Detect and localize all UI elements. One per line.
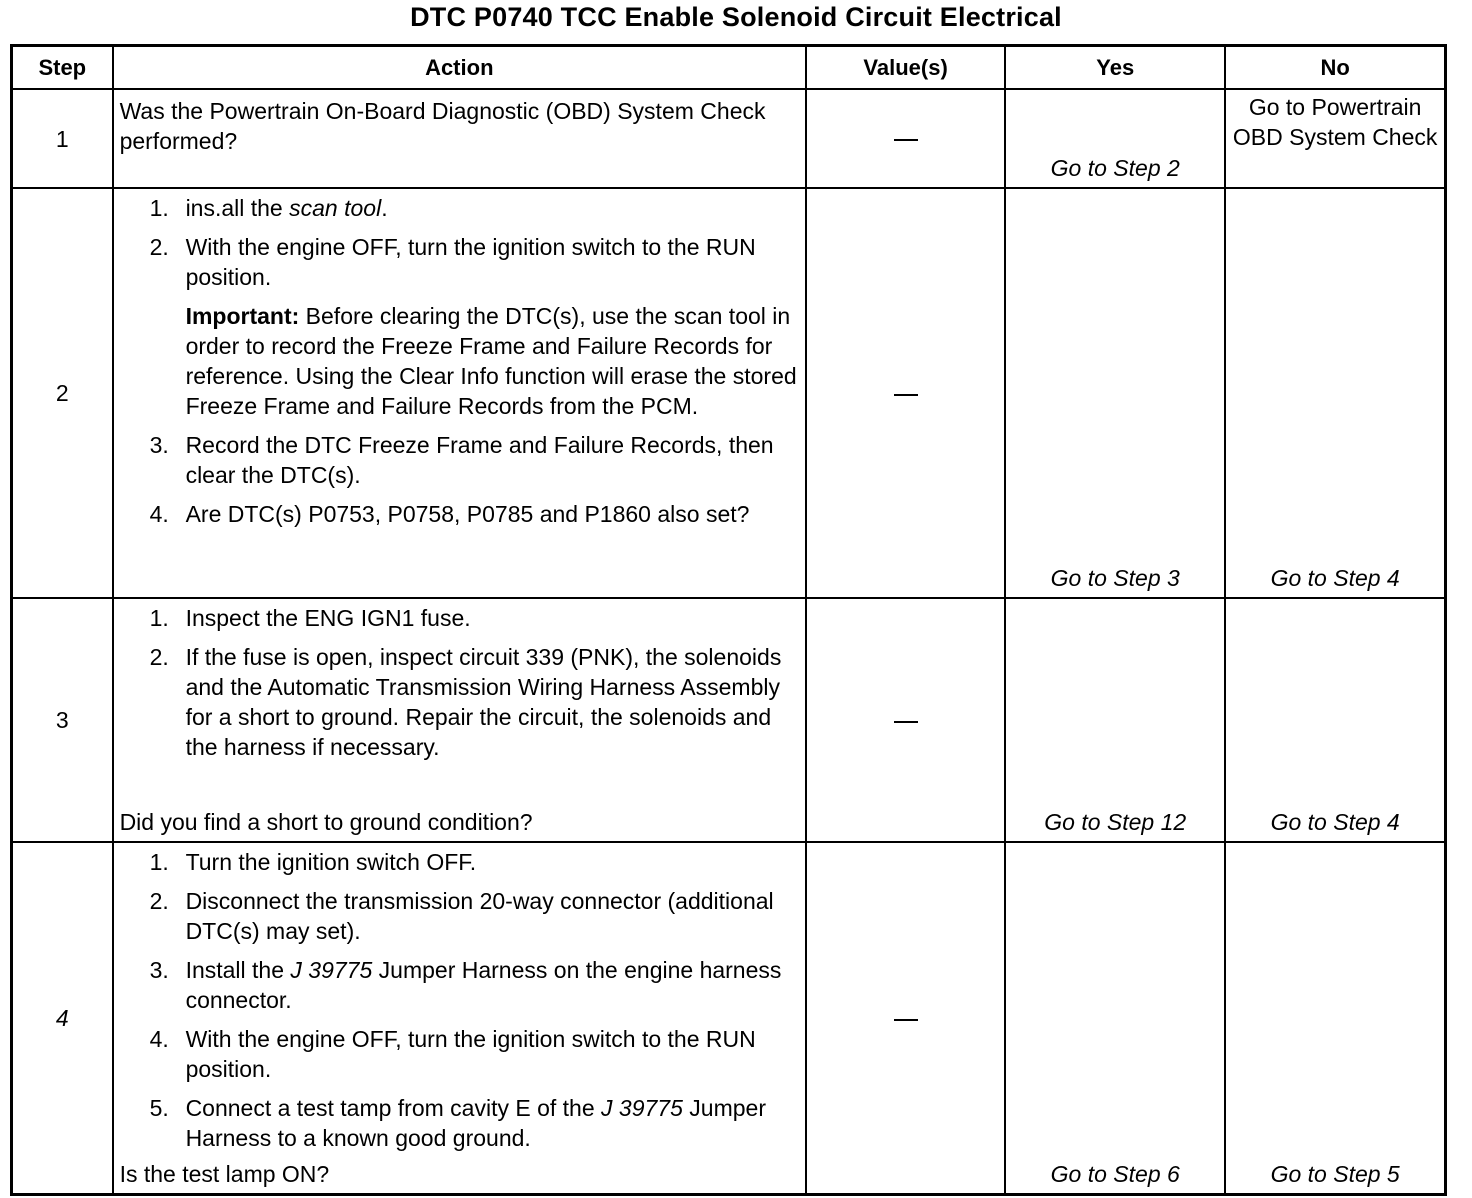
no-link[interactable]: Go to Step 4 [1225, 598, 1445, 842]
value-dash [894, 139, 918, 141]
question-text: Is the test lamp ON? [119, 1160, 330, 1187]
item-number: 2. [149, 234, 169, 260]
item-text: With the engine OFF, turn the ignition switch to the RUN position. [185, 1026, 756, 1082]
item-number: 4. [149, 1026, 169, 1052]
item-number: 4. [149, 501, 169, 527]
diagnostic-table [10, 44, 1447, 1196]
step-number: 4 [12, 842, 113, 1194]
value-cell [806, 188, 1005, 598]
table-row [12, 598, 1446, 842]
yes-link[interactable]: Go to Step 2 [1005, 89, 1225, 188]
header-step: Step [12, 46, 113, 90]
item-text: With the engine OFF, turn the ignition switch to the RUN position. [185, 234, 756, 290]
item-number: 1. [149, 849, 169, 875]
important-text: Before clearing the DTC(s), use the scan tool in order to record the Freeze Frame and Failure Records for reference. Using the Clear Info function will erase the stored Freeze Frame and Failure Records from the PCM. [185, 303, 797, 419]
page-title: DTC P0740 TCC Enable Solenoid Circuit Electrical [410, 2, 1062, 32]
action-list [120, 430, 799, 529]
item-number: 5. [149, 1095, 169, 1121]
list-item [120, 1024, 799, 1084]
item-text: Turn the ignition switch OFF. [185, 849, 477, 875]
action-cell [113, 842, 806, 1194]
step-number: 2 [12, 188, 113, 598]
list-item [120, 430, 799, 490]
step-number: 3 [12, 598, 113, 842]
item-text: Connect a test tamp from cavity E of the [185, 1095, 602, 1121]
no-link[interactable]: Go to Powertrain OBD System Check [1225, 89, 1445, 188]
action-question [113, 89, 806, 188]
yes-link[interactable]: Go to Step 6 [1005, 842, 1225, 1194]
important-label: Important: [185, 303, 300, 329]
item-emphasis: J 39775 [601, 1095, 683, 1121]
header-no: No [1225, 46, 1445, 90]
header-yes: Yes [1005, 46, 1225, 90]
item-number: 2. [149, 644, 169, 670]
item-text: Jumper Harness on the engine harness connector. [185, 957, 782, 1013]
item-number: 3. [149, 432, 169, 458]
item-text: Inspect the ENG IGN1 fuse. [185, 605, 471, 631]
question-text: Was the Powertrain On-Board Diagnostic (OBD) System Check performed? [119, 98, 766, 154]
item-text: . [381, 195, 388, 221]
question-text: Did you find a short to ground condition? [119, 809, 533, 835]
list-item [120, 955, 799, 1015]
value-cell [806, 89, 1005, 188]
item-emphasis: scan tool [289, 195, 382, 221]
header-row [12, 46, 1446, 90]
item-text: Are DTC(s) P0753, P0758, P0785 and P1860 also set? [185, 501, 750, 527]
item-text: Disconnect the transmission 20-way connector (additional DTC(s) may set). [185, 888, 774, 944]
list-item [120, 603, 799, 633]
no-link[interactable]: Go to Step 5 [1225, 842, 1445, 1194]
action-list [120, 847, 799, 1153]
value-dash [894, 394, 918, 396]
action-cell [113, 188, 806, 598]
action-list [120, 193, 799, 292]
value-dash [894, 1019, 918, 1021]
item-number: 2. [149, 888, 169, 914]
list-item [120, 193, 799, 223]
no-link[interactable]: Go to Step 4 [1225, 188, 1445, 598]
value-dash [894, 721, 918, 723]
yes-link[interactable]: Go to Step 3 [1005, 188, 1225, 598]
item-text: Record the DTC Freeze Frame and Failure Records, then clear the DTC(s). [185, 432, 774, 488]
list-item [120, 499, 799, 529]
value-cell [806, 842, 1005, 1194]
step-number: 1 [12, 89, 113, 188]
table-row [12, 842, 1446, 1194]
list-item [120, 232, 799, 292]
item-text: Jumper Harness to a known good ground. [185, 1095, 766, 1151]
item-number: 1. [149, 605, 169, 631]
yes-link[interactable]: Go to Step 12 [1005, 598, 1225, 842]
table-row [12, 89, 1446, 188]
item-text: If the fuse is open, inspect circuit 339 (PNK), the solenoids and the Automatic Transmission Wiring Harness Assembly for a short to ground. Repair the circuit, the solenoids and the harness if necessary. [185, 644, 782, 760]
action-cell [113, 598, 806, 842]
list-item [120, 847, 799, 877]
list-item [120, 642, 799, 762]
value-cell [806, 598, 1005, 842]
item-number: 3. [149, 957, 169, 983]
important-note [120, 301, 799, 421]
header-values: Value(s) [806, 46, 1005, 90]
header-action: Action [113, 46, 806, 90]
item-emphasis: J 39775 [290, 957, 373, 983]
list-item [120, 886, 799, 946]
item-text: ins.all the [185, 195, 290, 221]
item-number: 1. [149, 195, 169, 221]
item-text: Install the [185, 957, 291, 983]
list-item [120, 1093, 799, 1153]
action-list [120, 603, 799, 762]
table-row [12, 188, 1446, 598]
